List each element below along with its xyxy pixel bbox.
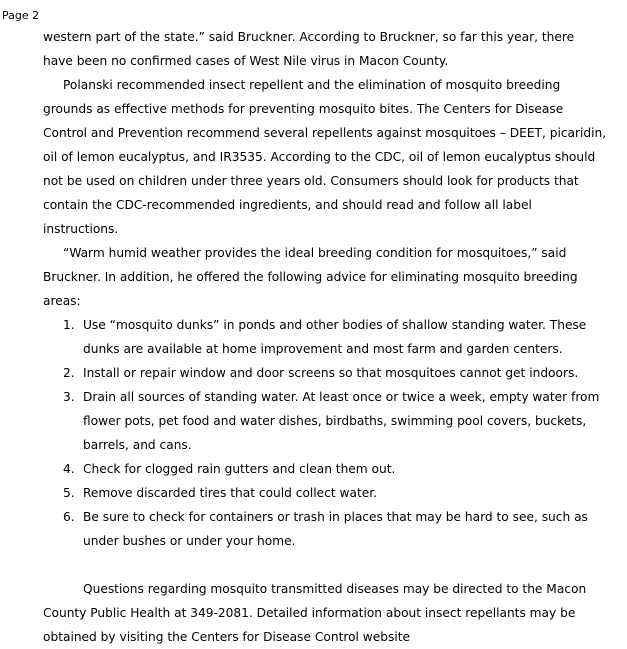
list-item-number: 4.: [63, 462, 75, 476]
paragraph-3: “Warm humid weather provides the ideal breeding condition for mosquitoes,” said Bruckner. In addition, he offered the following advice for eliminating mosquito breeding areas:: [43, 246, 578, 308]
list-item-number: 3.: [63, 390, 75, 404]
list-item-number: 2.: [63, 366, 75, 380]
list-item: [63, 385, 607, 457]
list-item-text: Be sure to check for containers or trash in places that may be hard to see, such as under bushes or under your home.: [83, 510, 588, 548]
list-item-number: 5.: [63, 486, 75, 500]
list-item: [63, 361, 607, 385]
paragraph-spacer: [43, 553, 607, 577]
list-item-text: Drain all sources of standing water. At least once or twice a week, empty water from flower pots, pet food and water dishes, birdbaths, swimming pool covers, buckets, barrels, and cans.: [83, 390, 600, 452]
list-item-text: Remove discarded tires that could collect water.: [83, 486, 378, 500]
paragraph-4: Questions regarding mosquito transmitted diseases may be directed to the Macon County Public Health at 349-2081. Detailed information about insect repellants may be obtained by visiting the Centers for Disease Control website: [43, 582, 587, 644]
list-item-number: 1.: [63, 318, 75, 332]
list-item: [63, 313, 607, 361]
list-item-number: 6.: [63, 510, 75, 524]
list-item: [63, 481, 607, 505]
list-item-text: Install or repair window and door screens so that mosquitoes cannot get indoors.: [83, 366, 579, 380]
paragraph-1: western part of the state.” said Bruckner. According to Bruckner, so far this year, there have been no confirmed cases of West Nile virus in Macon County.: [43, 30, 575, 68]
list-item: [63, 457, 607, 481]
list-item-text: Use “mosquito dunks” in ponds and other bodies of shallow standing water. These dunks are available at home improvement and most farm and garden centers.: [83, 318, 587, 356]
list-item-text: Check for clogged rain gutters and clean them out.: [83, 462, 396, 476]
document-body: [43, 25, 607, 649]
paragraph-2: Polanski recommended insect repellent and the elimination of mosquito breeding grounds as effective methods for preventing mosquito bites. The Centers for Disease Control and Prevention recommend several repellents against mosquitoes – DEET, picaridin, oil of lemon eucalyptus, and IR3535. According to the CDC, oil of lemon eucalyptus should not be used on children under three years old. Consumers should look for products that contain the CDC-recommended ingredients, and should read and follow all label instructions.: [43, 78, 607, 236]
page-number: Page 2: [2, 9, 40, 22]
advice-list: [43, 313, 607, 553]
list-item: [63, 505, 607, 553]
